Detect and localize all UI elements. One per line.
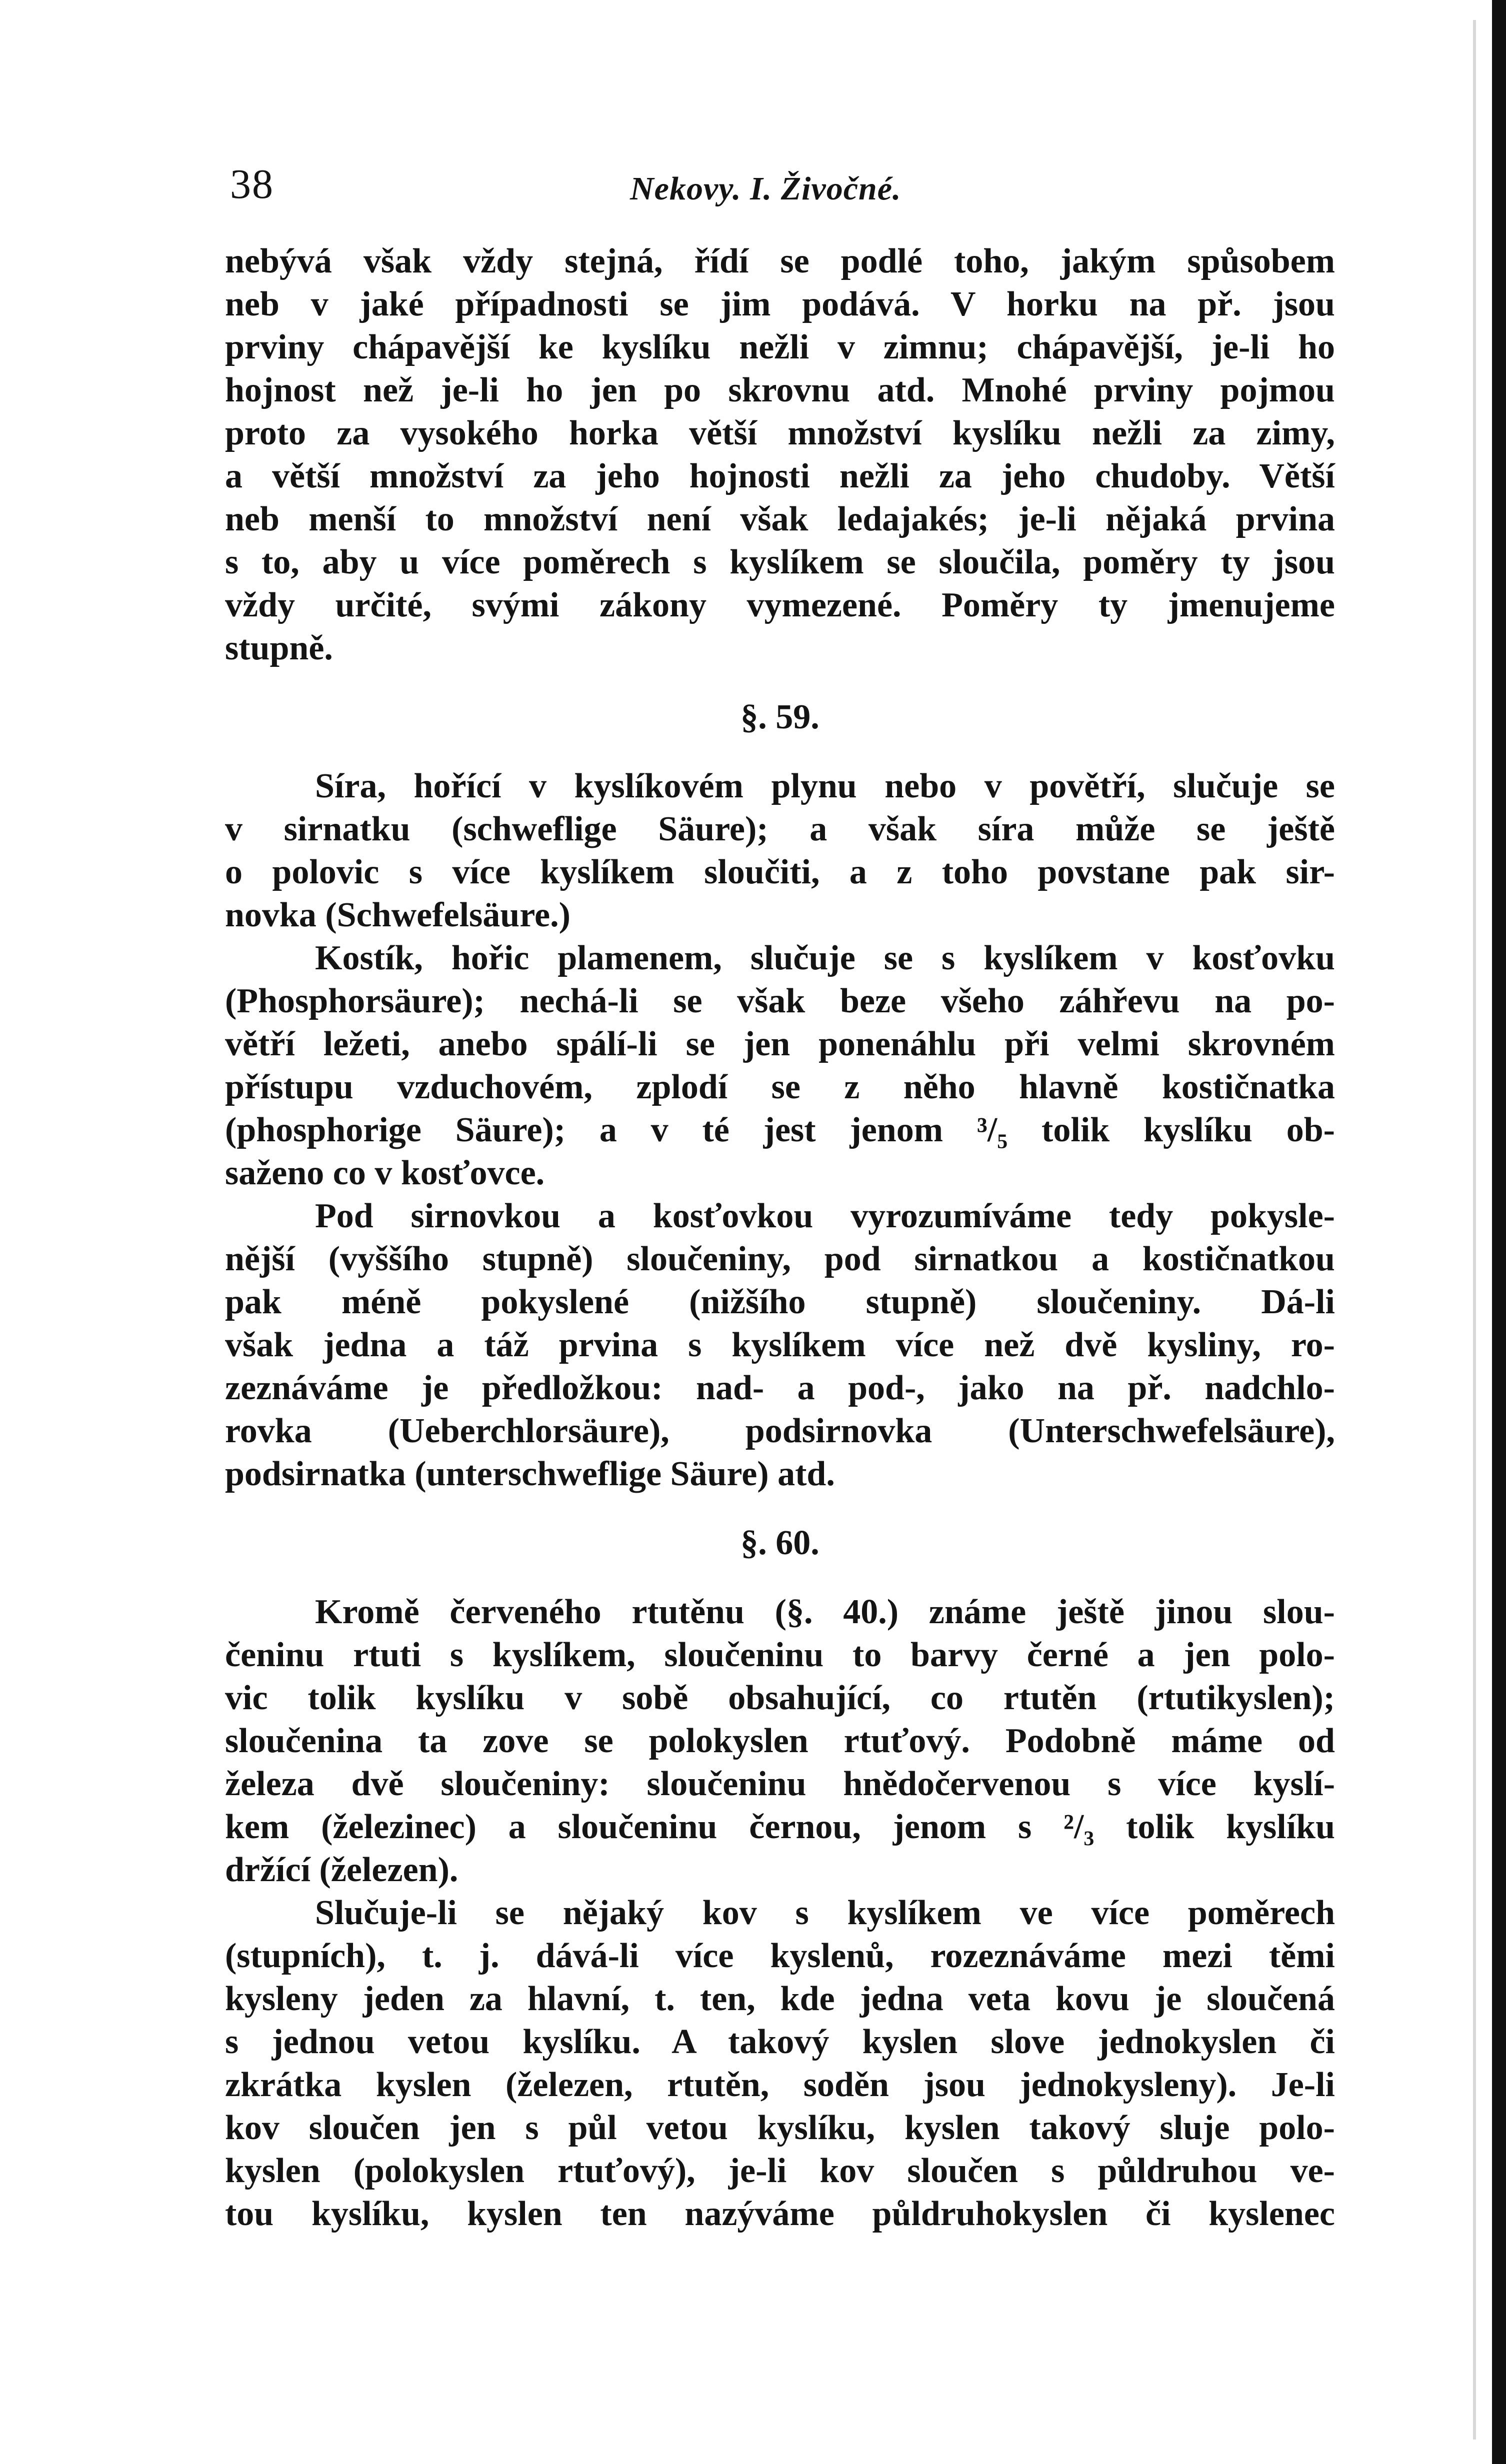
text-line: Pod sirnovkou a kosťovkou vyrozumíváme tedy pokysle- bbox=[315, 1197, 1335, 1235]
text-line: (stupních), t. j. dává-li více kyslenů, rozeznáváme mezi těmi bbox=[225, 1937, 1335, 1975]
section-heading: §. 59. bbox=[740, 698, 820, 736]
text-line: (Phosphorsäure); nechá-li se však beze všeho záhřevu na po- bbox=[225, 982, 1335, 1020]
running-head bbox=[225, 150, 1335, 225]
text-line: větří ležeti, anebo spálí-li se jen ponenáhlu při velmi skrovném bbox=[225, 1025, 1335, 1063]
text-line: s jednou vetou kyslíku. A takový kyslen slove jednokyslen či bbox=[225, 2023, 1335, 2061]
text-line: rovka (Ueberchlorsäure), podsirnovka (Unterschwefelsäure), bbox=[225, 1412, 1335, 1450]
text-line: Síra, hořící v kyslíkovém plynu nebo v povětří, slučuje se bbox=[315, 767, 1335, 805]
text-line: s to, aby u více poměrech s kyslíkem se sloučila, poměry ty jsou bbox=[225, 543, 1335, 581]
text-line: však jedna a táž prvina s kyslíkem více než dvě kysliny, ro- bbox=[225, 1326, 1335, 1364]
text-line: hojnost než je-li ho jen po skrovnu atd. Mnohé prviny pojmou bbox=[225, 371, 1335, 409]
text-line: kov sloučen jen s půl vetou kyslíku, kyslen takový sluje polo- bbox=[225, 2109, 1335, 2147]
text-line: o polovic s více kyslíkem sloučiti, a z toho povstane pak sir- bbox=[225, 853, 1335, 891]
text-line: kysleny jeden za hlavní, t. ten, kde jedna veta kovu je sloučená bbox=[225, 1980, 1335, 2018]
scan-edge bbox=[1492, 0, 1506, 2464]
text-line: novka (Schwefelsäure.) bbox=[225, 896, 570, 934]
text-line: vic tolik kyslíku v sobě obsahující, co rtutěn (rtutikyslen); bbox=[225, 1679, 1335, 1717]
text-line: neb v jaké případnosti se jim podává. V horku na př. jsou bbox=[225, 285, 1335, 323]
text-line: neb menší to množství není však ledajakés; je-li nějaká prvina bbox=[225, 500, 1335, 538]
running-title: Nekovy. I. Živočné. bbox=[630, 170, 902, 207]
text-line: stupně. bbox=[225, 629, 333, 667]
text-line: kem (železinec) a sloučeninu černou, jenom s ²/₃ tolik kyslíku bbox=[225, 1808, 1335, 1846]
text-line: Kostík, hořic plamenem, slučuje se s kyslíkem v kosťovku bbox=[315, 939, 1335, 977]
page-body bbox=[225, 240, 1335, 2236]
text-line: nebývá však vždy stejná, řídí se podlé toho, jakým spůsobem bbox=[225, 242, 1335, 280]
text-line: v sirnatku (schweflige Säure); a však síra může se ještě bbox=[225, 810, 1335, 848]
text-line: Kromě červeného rtutěnu (§. 40.) známe ještě jinou slou- bbox=[315, 1593, 1335, 1631]
text-line: železa dvě sloučeniny: sloučeninu hnědočervenou s více kyslí- bbox=[225, 1765, 1335, 1803]
text-line: kyslen (polokyslen rtuťový), je-li kov sloučen s půldruhou ve- bbox=[225, 2152, 1335, 2190]
page-number: 38 bbox=[230, 161, 274, 207]
text-line: saženo co v kosťovce. bbox=[225, 1154, 545, 1192]
section-heading: §. 60. bbox=[740, 1524, 820, 1562]
text-line: a větší množství za jeho hojnosti nežli za jeho chudoby. Větší bbox=[225, 457, 1335, 495]
text-line: sloučenina ta zove se polokyslen rtuťový. Podobně máme od bbox=[225, 1722, 1335, 1760]
text-line: nější (vyššího stupně) sloučeniny, pod sirnatkou a kostičnatkou bbox=[225, 1240, 1335, 1278]
text-line: pak méně pokyslené (nižšího stupně) sloučeniny. Dá-li bbox=[225, 1283, 1335, 1321]
text-line: držící (železen). bbox=[225, 1851, 458, 1889]
text-line: zkrátka kyslen (železen, rtutěn, soděn jsou jednokysleny). Je-li bbox=[225, 2066, 1335, 2104]
scan-edge-line bbox=[1473, 20, 1476, 2440]
text-line: zeznáváme je předložkou: nad- a pod-, jako na př. nadchlo- bbox=[225, 1369, 1335, 1407]
text-line: prviny chápavější ke kyslíku nežli v zimnu; chápavější, je-li ho bbox=[225, 328, 1335, 366]
text-line: vždy určité, svými zákony vymezené. Poměry ty jmenujeme bbox=[225, 586, 1335, 624]
text-line: (phosphorige Säure); a v té jest jenom ³/₅ tolik kyslíku ob- bbox=[225, 1111, 1335, 1149]
text-line: Slučuje-li se nějaký kov s kyslíkem ve více poměrech bbox=[315, 1894, 1335, 1932]
text-line: čeninu rtuti s kyslíkem, sloučeninu to barvy černé a jen polo- bbox=[225, 1636, 1335, 1674]
text-line: proto za vysokého horka větší množství kyslíku nežli za zimy, bbox=[225, 414, 1335, 452]
text-line: přístupu vzduchovém, zplodí se z něho hlavně kostičnatka bbox=[225, 1068, 1335, 1106]
text-line: tou kyslíku, kyslen ten nazýváme půldruhokyslen či kyslenec bbox=[225, 2195, 1335, 2233]
text-line: podsirnatka (unterschweflige Säure) atd. bbox=[225, 1455, 835, 1493]
